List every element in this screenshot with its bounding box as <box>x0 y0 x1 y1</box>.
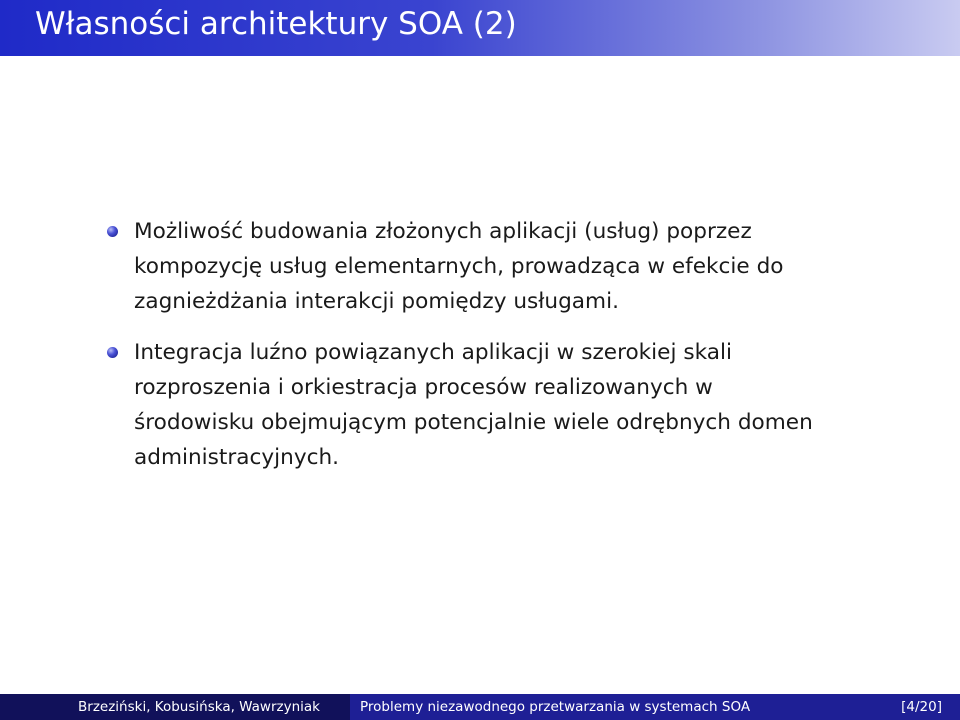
ball-bullet-icon <box>107 347 118 358</box>
bullet-list <box>107 214 937 491</box>
ball-bullet-icon <box>107 226 118 237</box>
bullet-line: rozproszenia i orkiestracja procesów realizowanych w <box>134 375 713 400</box>
footer-title-section <box>350 694 960 720</box>
bullet-item <box>107 335 937 475</box>
footer-authors: Brzeziński, Kobusińska, Wawrzyniak <box>0 694 350 720</box>
title-bar <box>0 0 960 56</box>
slide-title: Własności architektury SOA (2) <box>35 6 517 42</box>
bullet-line: Integracja luźno powiązanych aplikacji w szerokiej skali <box>134 340 732 365</box>
bullet-line: kompozycję usług elementarnych, prowadząca w efekcie do <box>134 254 784 279</box>
bullet-line: administracyjnych. <box>134 445 340 470</box>
page-number: [4/20] <box>901 699 942 715</box>
bullet-line: Możliwość budowania złożonych aplikacji (usług) poprzez <box>134 219 752 244</box>
bullet-line: środowisku obejmującym potencjalnie wiele odrębnych domen <box>134 410 813 435</box>
footer <box>0 694 960 720</box>
bullet-item <box>107 214 937 319</box>
bullet-line: zagnieżdżania interakcji pomiędzy usługami. <box>134 289 619 314</box>
footer-presentation-title: Problemy niezawodnego przetwarzania w systemach SOA <box>360 699 751 715</box>
